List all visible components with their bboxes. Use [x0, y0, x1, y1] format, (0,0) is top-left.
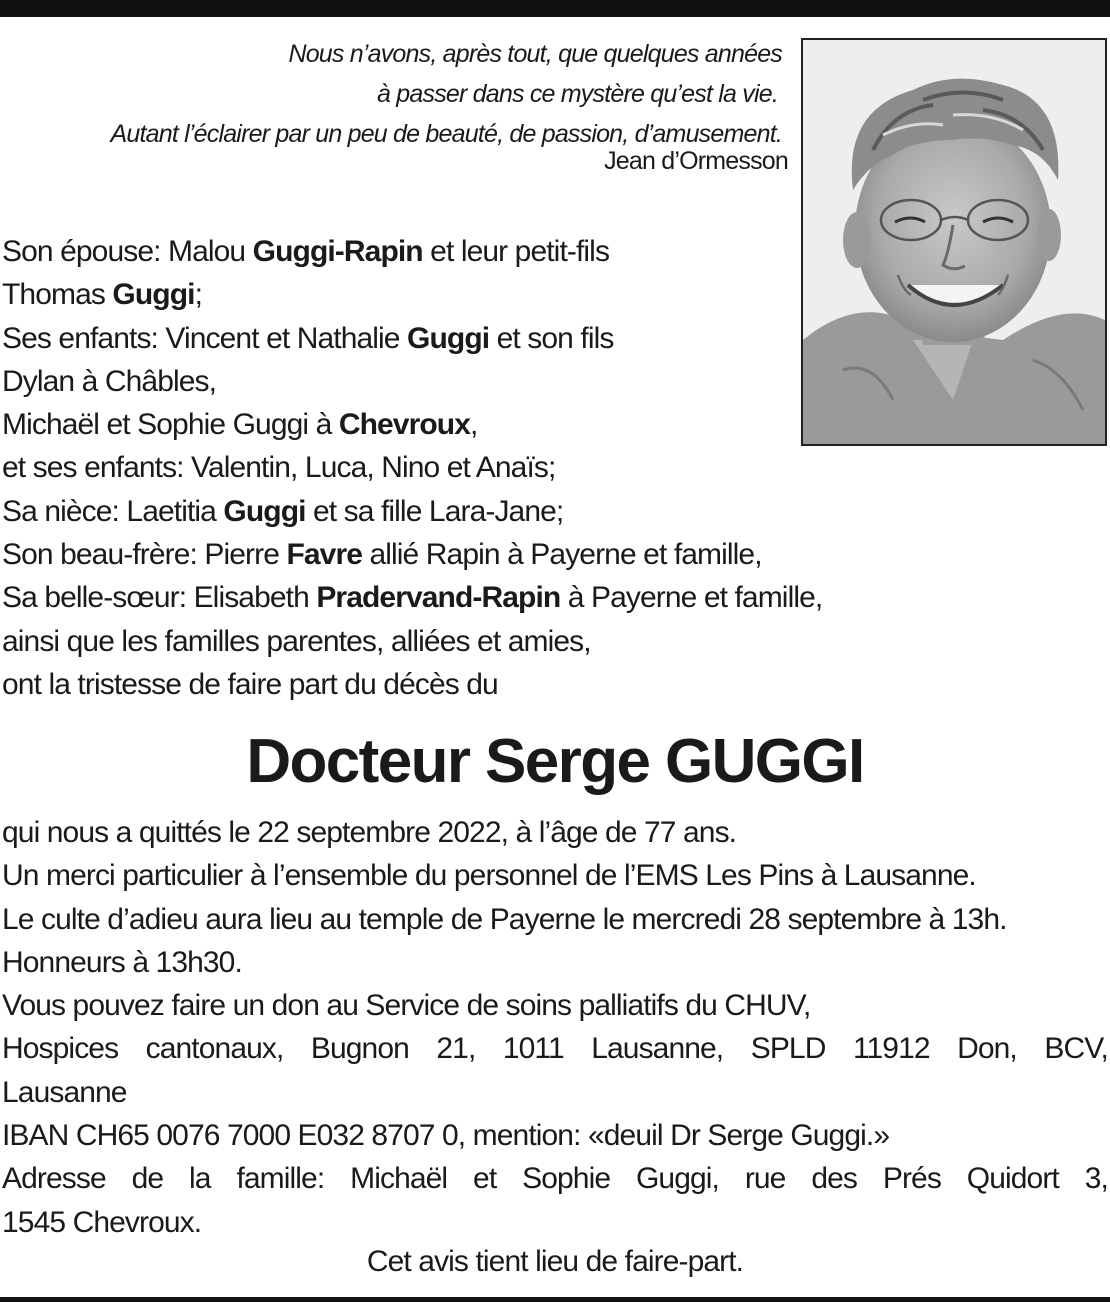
quote-author: Jean d’Ormesson	[604, 147, 788, 175]
detail-line: 1545 Chevroux.	[2, 1205, 202, 1239]
family-line: Michaël et Sophie Guggi à Chevroux,	[2, 408, 478, 442]
family-line: Thomas Guggi;	[2, 278, 202, 312]
family-line: Son beau-frère: Pierre Favre allié Rapin à Payerne et famille,	[2, 538, 762, 572]
detail-line-justified: Adresse de la famille: Michaël et Sophie Guggi, rue des Prés Quidort 3,	[2, 1162, 1108, 1196]
funeral-details	[2, 811, 1108, 1244]
closing-note: Cet avis tient lieu de faire-part.	[366, 1245, 744, 1278]
quote-line: Nous n’avons, après tout, que quelques années	[288, 40, 782, 68]
detail-line: qui nous a quittés le 22 septembre 2022, à l’âge de 77 ans.	[2, 816, 737, 849]
family-line: et ses enfants: Valentin, Luca, Nino et Anaïs;	[2, 451, 556, 485]
detail-line: Honneurs à 13h30.	[2, 945, 242, 979]
epigraph-quote	[0, 34, 782, 154]
quote-line: Autant l’éclairer par un peu de beauté, de passion, d’amusement.	[110, 120, 782, 148]
detail-line: IBAN CH65 0076 7000 E032 8707 0, mention: «deuil Dr Serge Guggi.»	[2, 1119, 890, 1153]
family-line: ainsi que les familles parentes, alliées et amies,	[2, 624, 591, 658]
family-line: ont la tristesse de faire part du décès du	[2, 667, 498, 701]
detail-line-justified: Hospices cantonaux, Bugnon 21, 1011 Lausanne, SPLD 11912 Don, BCV,	[2, 1032, 1108, 1066]
detail-line: Un merci particulier à l’ensemble du personnel de l’EMS Les Pins à Lausanne.	[2, 859, 976, 893]
family-line: Sa belle-sœur: Elisabeth Pradervand-Rapin à Payerne et famille,	[2, 581, 823, 615]
detail-line: Lausanne	[2, 1075, 127, 1109]
family-line: Ses enfants: Vincent et Nathalie Guggi et son fils	[2, 321, 614, 355]
deceased-name: Docteur Serge GUGGI	[246, 727, 864, 796]
family-line: Son épouse: Malou Guggi-Rapin et leur petit-fils	[2, 235, 610, 268]
top-rule	[0, 0, 1110, 17]
family-list	[2, 230, 1102, 706]
detail-line: Le culte d’adieu aura lieu au temple de Payerne le mercredi 28 septembre à 13h.	[2, 902, 1007, 936]
family-line: Dylan à Châbles,	[2, 364, 217, 398]
bottom-rule	[0, 1297, 1110, 1302]
quote-line: à passer dans ce mystère qu’est la vie.	[377, 80, 778, 108]
detail-line: Vous pouvez faire un don au Service de soins palliatifs du CHUV,	[2, 989, 811, 1023]
family-line: Sa nièce: Laetitia Guggi et sa fille Lara-Jane;	[2, 494, 564, 528]
